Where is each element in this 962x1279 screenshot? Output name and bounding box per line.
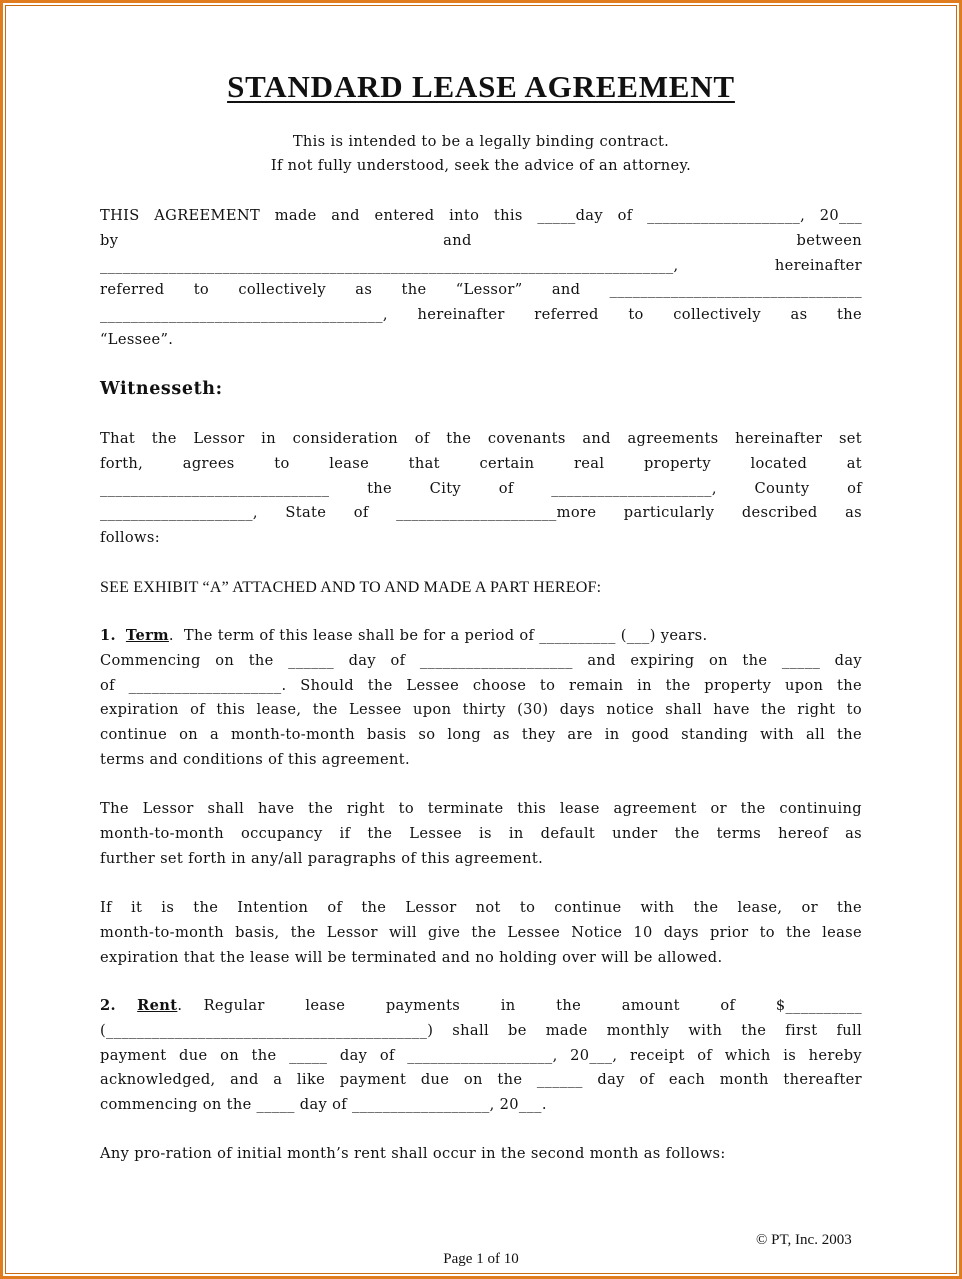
term-line: The term of this lease shall be for a period of __________ (___) years. — [183, 627, 708, 644]
rent-line: Regular lease payments in the amount of $__________ — [203, 997, 863, 1014]
termination-line: further set forth in any/all paragraphs of this agreement. — [100, 849, 544, 867]
page-number: Page 1 of 10 — [443, 1251, 519, 1267]
exhibit-reference: SEE EXHIBIT “A” ATTACHED AND TO AND MADE A PART HEREOF: — [100, 579, 602, 596]
witnesseth-line: ____________________, State of _____________________more particularly described as — [100, 504, 862, 522]
intro-line-1: This is intended to be a legally binding contract. — [292, 133, 670, 150]
intro-line-2: If not fully understood, seek the advice of an attorney. — [270, 157, 692, 174]
section-number: 1. — [100, 627, 116, 644]
termination-line: month-to-month occupancy if the Lessee is in default under the terms hereof as — [100, 824, 862, 842]
agreement-line: THIS AGREEMENT made and entered into this _____day of ____________________, 20___ — [100, 207, 862, 224]
witnesseth-line: forth, agrees to lease that certain real property located at — [100, 454, 862, 472]
section-rent — [100, 994, 862, 1118]
rent-line: commencing on the _____ day of __________________, 20___. — [100, 1096, 547, 1114]
termination-line: The Lessor shall have the right to terminate this lease agreement or the continuing — [100, 800, 862, 817]
witnesseth-paragraph — [100, 427, 862, 551]
rent-line: (__________________________________________) shall be made monthly with the first full — [100, 1021, 862, 1039]
agreement-paragraph — [100, 204, 862, 353]
agreement-line: ___________________________________________________________________________, hereinafter — [100, 256, 862, 274]
notice-line: expiration that the lease will be terminated and no holding over will be allowed. — [100, 948, 723, 966]
term-line: of ____________________. Should the Lessee choose to remain in the property upon the — [100, 676, 862, 694]
notice-line: month-to-month basis, the Lessor will give the Lessee Notice 10 days prior to the lease — [100, 923, 862, 941]
document-title: STANDARD LEASE AGREEMENT — [227, 69, 735, 104]
term-first-line: 1. Term. The term of this lease shall be for a period of __________ (___) years. — [100, 627, 708, 644]
rent-line: acknowledged, and a like payment due on the ______ day of each month thereafter — [100, 1071, 862, 1089]
term-line: terms and conditions of this agreement. — [100, 750, 410, 768]
notice-line: If it is the Intention of the Lessor not to continue with the lease, or the — [100, 899, 862, 916]
witnesseth-line: ______________________________ the City of _____________________, County of — [100, 479, 862, 497]
witnesseth-heading: Witnesseth: — [100, 379, 223, 399]
term-line: expiration of this lease, the Lessee upon thirty (30) days notice shall have the right to — [100, 701, 862, 719]
witnesseth-line: That the Lessor in consideration of the covenants and agreements hereinafter set — [100, 430, 862, 447]
copyright-notice: © PT, Inc. 2003 — [756, 1232, 852, 1248]
notice-paragraph — [100, 896, 862, 970]
agreement-line: by and between — [100, 231, 862, 249]
rent-first-line: 2. Rent. Regular lease payments in the amount of $__________ — [100, 997, 863, 1014]
proration-line: Any pro-ration of initial month’s rent shall occur in the second month as follows: — [100, 1145, 726, 1162]
term-line: continue on a month-to-month basis so long as they are in good standing with all the — [100, 726, 862, 744]
section-heading-rent: Rent — [137, 997, 178, 1014]
term-line: Commencing on the ______ day of ____________________ and expiring on the _____ day — [100, 651, 862, 669]
rent-line: payment due on the _____ day of ___________________, 20___, receipt of which is hereby — [100, 1046, 862, 1064]
section-heading-term: Term — [125, 627, 169, 644]
witnesseth-line: follows: — [100, 529, 161, 547]
agreement-line: referred to collectively as the “Lessor” and _________________________________ — [100, 281, 862, 299]
section-number: 2. — [100, 997, 116, 1014]
agreement-line: _____________________________________, hereinafter referred to collectively as the — [100, 306, 862, 324]
section-term — [100, 624, 862, 773]
termination-paragraph — [100, 797, 862, 871]
intro-notice — [100, 130, 862, 178]
agreement-line: “Lessee”. — [100, 330, 174, 348]
